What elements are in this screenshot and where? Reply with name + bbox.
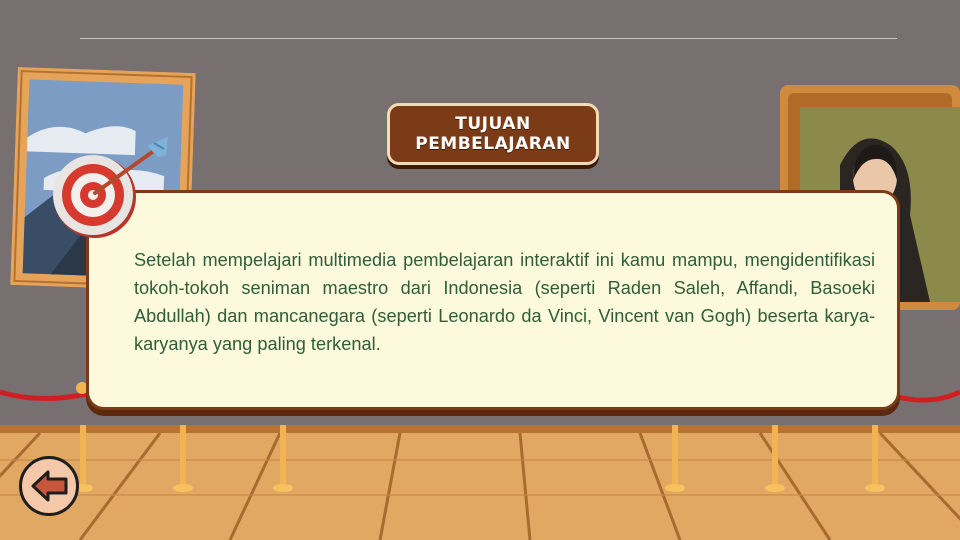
title-line-2: PEMBELAJARAN — [415, 134, 571, 154]
back-button[interactable] — [19, 456, 79, 516]
page-title — [415, 114, 571, 154]
title-badge — [387, 103, 599, 165]
wooden-floor — [0, 425, 960, 540]
objective-card — [86, 190, 900, 410]
target-with-arrow-icon — [50, 135, 180, 250]
back-arrow-icon — [30, 468, 70, 504]
title-line-1: TUJUAN — [455, 114, 531, 134]
objective-text: Setelah mempelajari multimedia pembelajaran interaktif ini kamu mampu, mengidentifikasi tokoh-tokoh seniman maestro dari Indonesia (seperti Raden Saleh, Affandi, Basoeki Abdullah) dan mancanegara (seperti Leonardo da Vinci, Vincent van Gogh) beserta karya-karyanya yang paling terkenal. — [134, 250, 875, 354]
header-divider — [80, 38, 897, 39]
